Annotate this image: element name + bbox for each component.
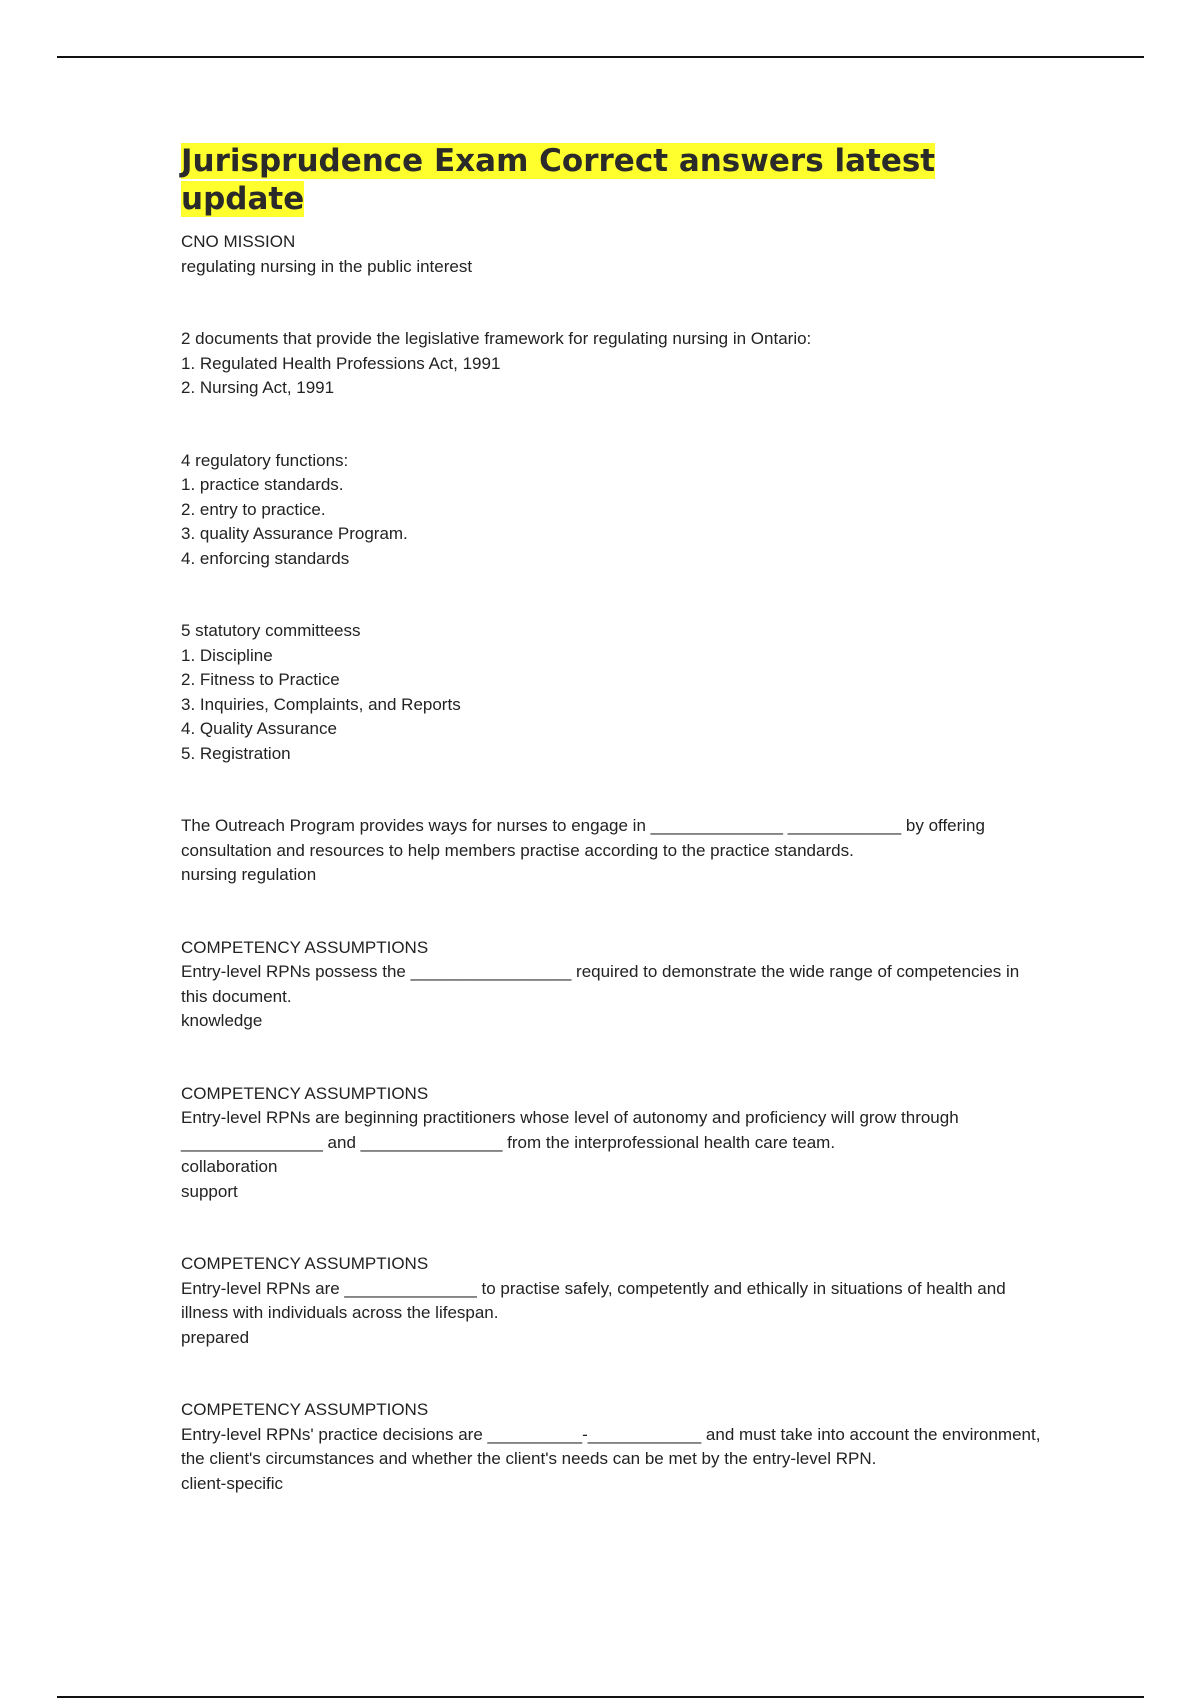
answer-line: 4. Quality Assurance bbox=[181, 719, 337, 738]
answer-line: 4. enforcing standards bbox=[181, 548, 350, 568]
answer-line: 1. practice standards. bbox=[181, 475, 344, 494]
flashcard-entry bbox=[181, 449, 1041, 572]
question-text: 4 regulatory functions: bbox=[181, 450, 349, 470]
question-text: 5 statutory committeess bbox=[181, 621, 361, 640]
answer-line: 3. Inquiries, Complaints, and Reports bbox=[181, 694, 461, 714]
answer-line: 1. Discipline bbox=[181, 645, 273, 665]
answer-line: collaboration bbox=[181, 1157, 278, 1176]
flashcard-entry bbox=[181, 230, 1041, 279]
flashcard-entry bbox=[181, 1082, 1041, 1205]
document-body bbox=[181, 142, 1041, 1544]
answer-line: 5. Registration bbox=[181, 743, 291, 763]
answer-line: regulating nursing in the public interest bbox=[181, 256, 473, 276]
question-text: The Outreach Program provides ways for nurses to engage in ______________ ____________ by offering consultation and resources to help members practise according to the practice standards. bbox=[181, 816, 990, 860]
answer-line: 1. Regulated Health Professions Act, 1991 bbox=[181, 353, 501, 373]
flashcard-entry bbox=[181, 327, 1041, 401]
answer-line: knowledge bbox=[181, 1011, 263, 1030]
answer-line: 2. entry to practice. bbox=[181, 499, 326, 519]
question-text: COMPETENCY ASSUMPTIONS Entry-level RPNs possess the _________________ required to demonstrate the wide range of competencies in this document. bbox=[181, 937, 1020, 1006]
question-text: COMPETENCY ASSUMPTIONS Entry-level RPNs are ______________ to practise safely, competently and ethically in situations of health and illness with individuals across the lifespan. bbox=[181, 1254, 1006, 1322]
question-text: COMPETENCY ASSUMPTIONS Entry-level RPNs' practice decisions are __________-____________ and must take into account the environment, the client's circumstances and whether the client's needs can be met by the entry-level RPN. bbox=[181, 1400, 1041, 1468]
flashcard-entry bbox=[181, 814, 1041, 888]
document-title bbox=[181, 142, 1041, 218]
footer-rule bbox=[57, 1696, 1144, 1698]
question-text: 2 documents that provide the legislative framework for regulating nursing in Ontario: bbox=[181, 329, 812, 348]
highlighted-title-text: Jurisprudence Exam Correct answers latest update bbox=[181, 143, 936, 217]
flashcard-entry bbox=[181, 619, 1041, 766]
flashcard-list bbox=[181, 230, 1041, 1496]
question-text: CNO MISSION bbox=[181, 232, 296, 251]
flashcard-entry bbox=[181, 1398, 1041, 1496]
answer-line: prepared bbox=[181, 1327, 250, 1347]
answer-line: nursing regulation bbox=[181, 865, 317, 884]
flashcard-entry bbox=[181, 936, 1041, 1034]
answer-line: 2. Fitness to Practice bbox=[181, 670, 340, 689]
question-text: COMPETENCY ASSUMPTIONS Entry-level RPNs are beginning practitioners whose level of autonomy and proficiency will grow through _______________ and _______________ from the interprofessional health care team. bbox=[181, 1083, 959, 1152]
answer-line: 2. Nursing Act, 1991 bbox=[181, 378, 335, 397]
header-rule bbox=[57, 56, 1144, 58]
flashcard-entry bbox=[181, 1252, 1041, 1350]
answer-line: support bbox=[181, 1181, 238, 1201]
answer-line: client-specific bbox=[181, 1473, 284, 1493]
answer-line: 3. quality Assurance Program. bbox=[181, 524, 408, 543]
